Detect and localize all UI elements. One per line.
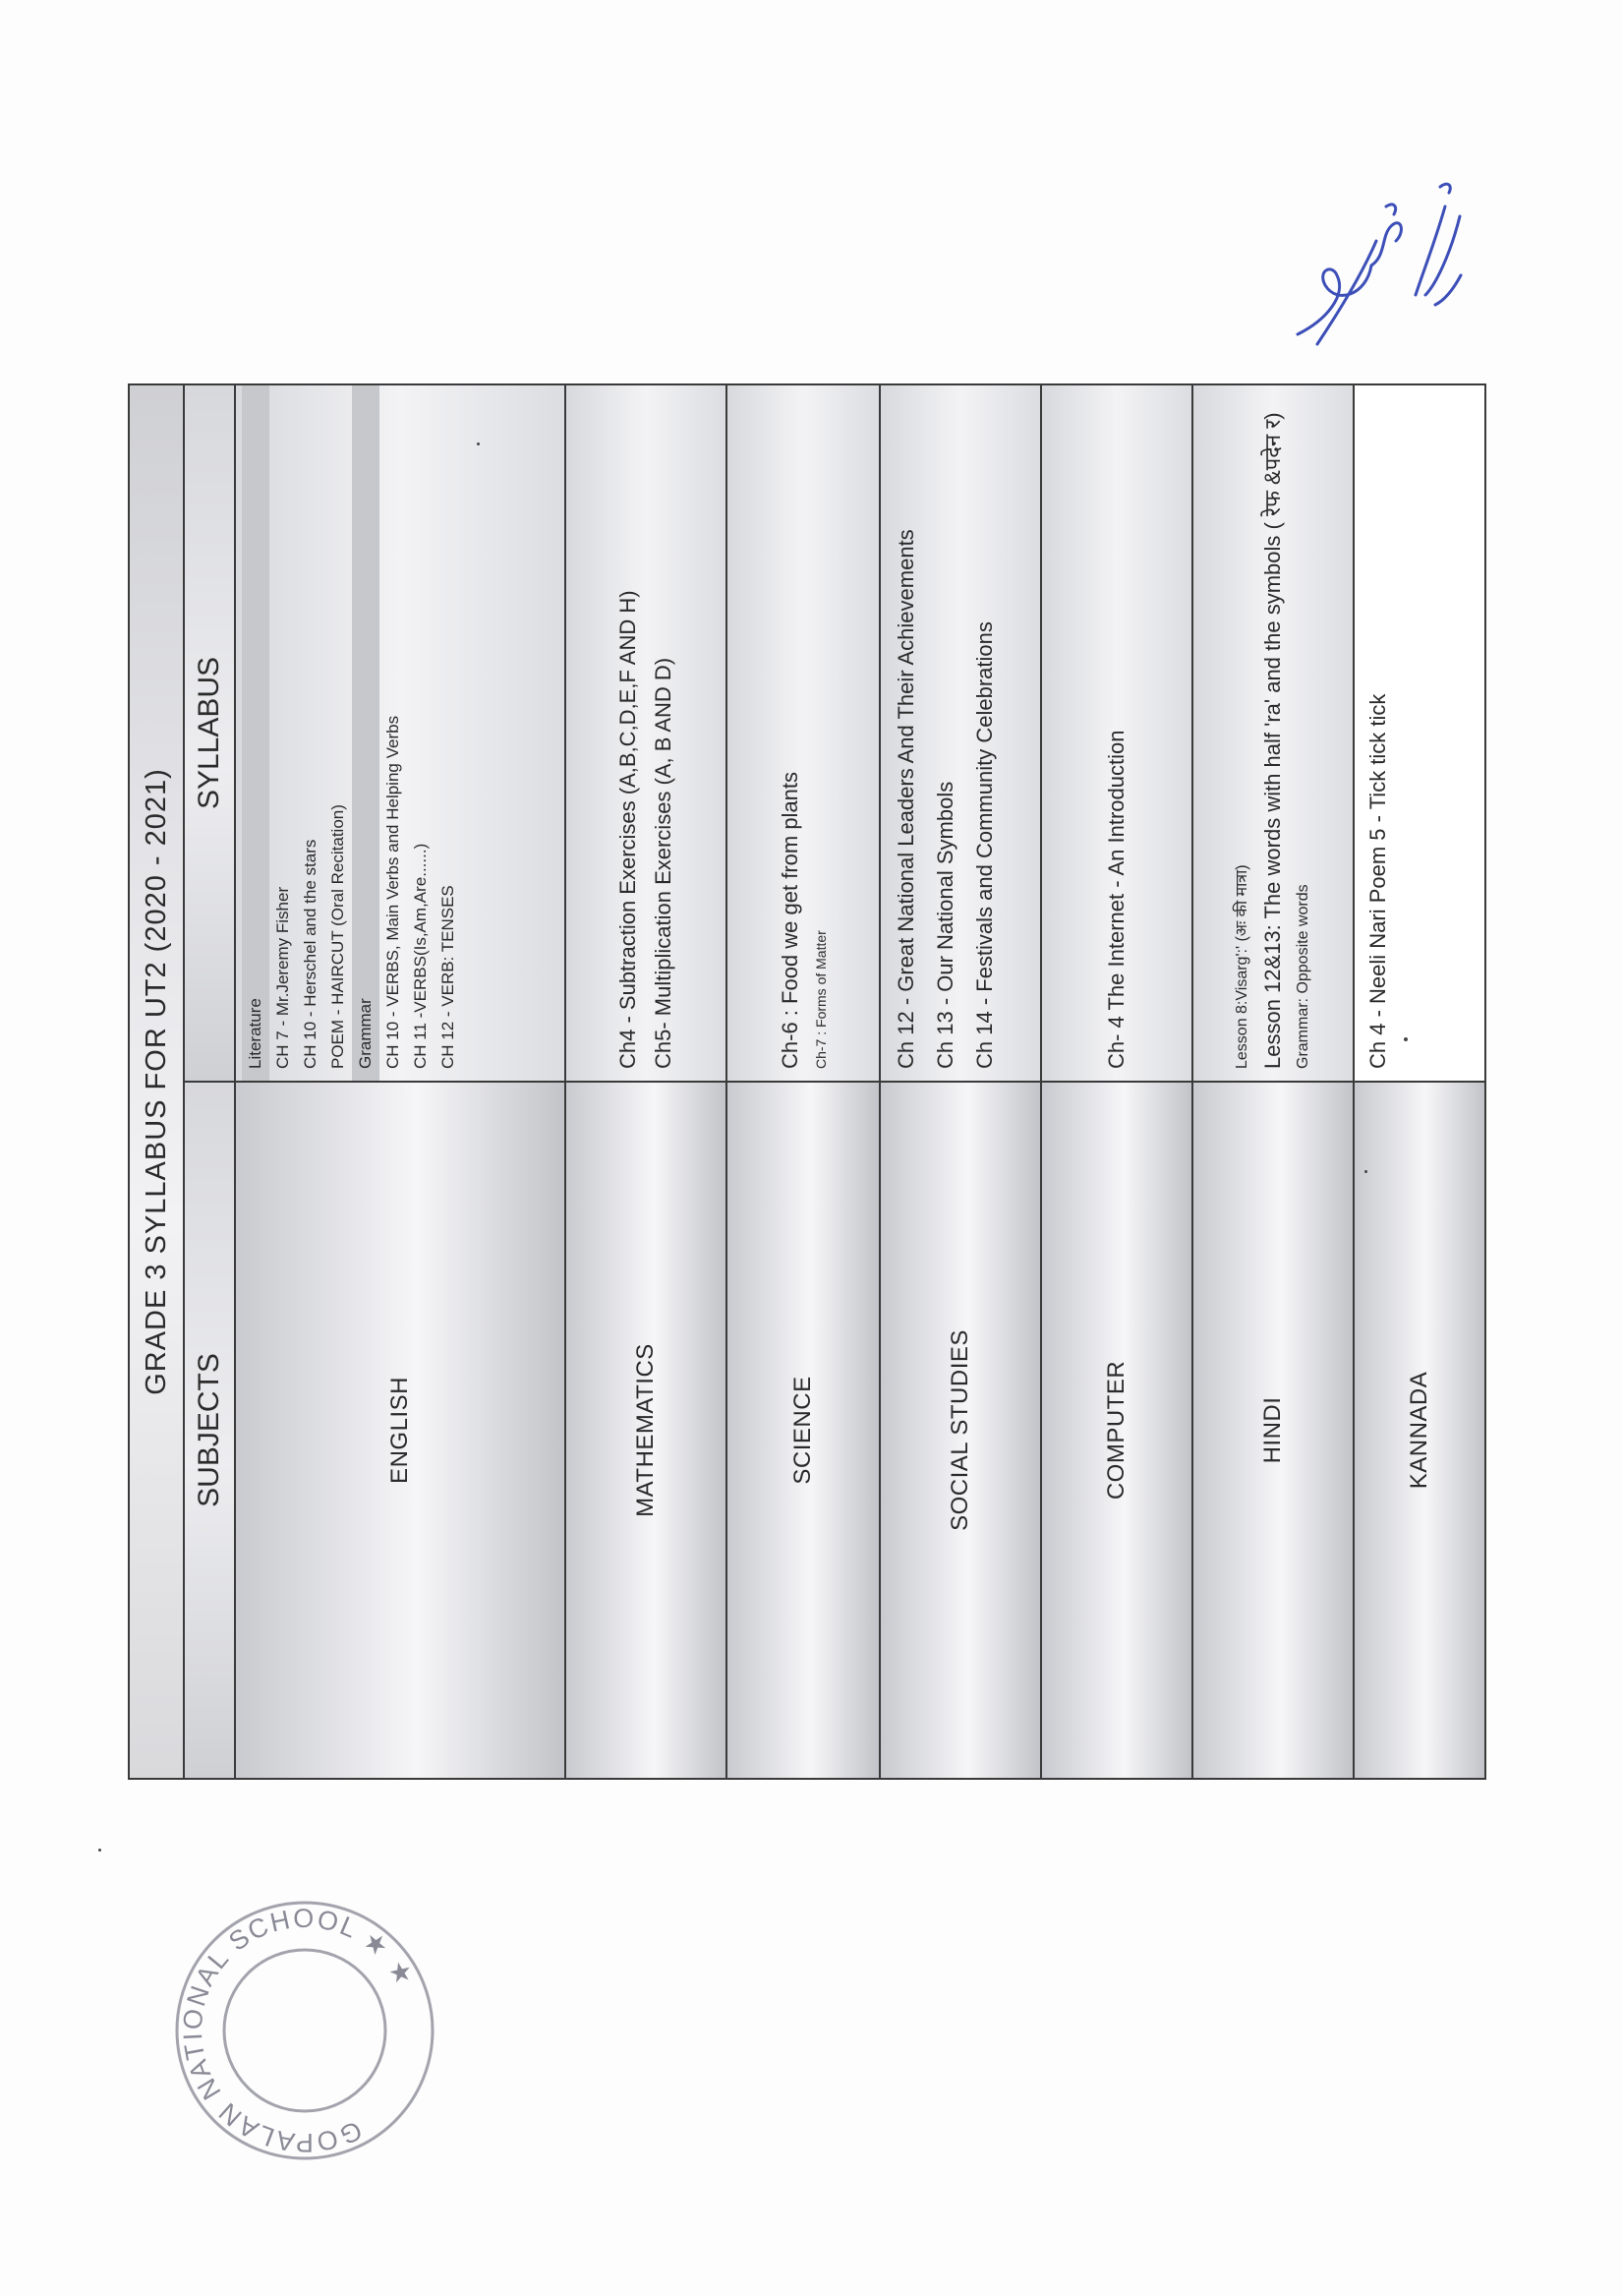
table-row-english	[235, 384, 565, 1779]
syllabus-line: Lesson 8:Visarg':' (अः की मात्रा)	[1234, 864, 1250, 1069]
syllabus-line: CH 12 - VERB: TENSES	[438, 885, 457, 1069]
syllabus-line: Ch 13 - Our National Symbols	[933, 781, 957, 1069]
syllabus-line: Ch-6 : Food we get from plants	[778, 771, 802, 1069]
syllabus-line: Ch 4 - Neeli Nari Poem 5 - Tick tick tick	[1365, 693, 1390, 1069]
header-row	[184, 384, 235, 1779]
scan-speck	[1404, 1037, 1408, 1041]
syllabus-line: Ch 14 - Festivals and Community Celebrations	[972, 621, 997, 1069]
syllabus-cell-mathematics	[565, 384, 726, 1082]
table-row-science	[726, 384, 880, 1779]
syllabus-line: CH 7 - Mr.Jeremy Fisher	[273, 886, 292, 1069]
scan-speck	[477, 442, 480, 445]
svg-text:GOPALAN NATIONAL SCHOOL ★ ★: GOPALAN NATIONAL SCHOOL ★ ★	[177, 1903, 421, 2158]
subjects-header: SUBJECTS	[184, 1082, 235, 1779]
table-row-computer	[1041, 384, 1192, 1779]
subject-cell-science: SCIENCE	[726, 1082, 880, 1779]
subject-cell-hindi: HINDI	[1192, 1082, 1354, 1779]
rotated-syllabus-table-wrapper	[128, 383, 1432, 1780]
syllabus-cell-social-studies	[880, 384, 1041, 1082]
table-row-social-studies	[880, 384, 1041, 1779]
subject-cell-mathematics: MATHEMATICS	[565, 1082, 726, 1779]
handwritten-signature	[1278, 147, 1475, 364]
syllabus-cell-english	[235, 384, 565, 1082]
scan-speck	[1364, 1170, 1367, 1173]
syllabus-line: Grammar: Opposite words	[1295, 884, 1311, 1069]
table-row-mathematics	[565, 384, 726, 1779]
syllabus-line: Ch 12 - Great National Leaders And Their Achievements	[894, 529, 918, 1069]
title-row	[129, 384, 184, 1779]
syllabus-header: SYLLABUS	[184, 384, 235, 1082]
syllabus-cell-kannada	[1354, 384, 1485, 1082]
subject-cell-english: ENGLISH	[235, 1082, 565, 1779]
syllabus-line: Ch-7 : Forms of Matter	[813, 930, 829, 1069]
syllabus-cell-computer	[1041, 384, 1192, 1082]
syllabus-line: CH 11 -VERBS(Is,Am,Are......)	[411, 843, 430, 1069]
section-label-literature: Literature	[242, 385, 269, 1081]
syllabus-line: Ch4 - Subtraction Exercises (A,B,C,D,E,F AND H)	[615, 590, 640, 1069]
syllabus-line: Ch- 4 The Internet - An Introduction	[1104, 730, 1129, 1069]
syllabus-line: CH 10 - VERBS, Main Verbs and Helping Verbs	[383, 715, 402, 1069]
scan-speck	[98, 1849, 101, 1852]
section-label-grammar: Grammar	[352, 385, 379, 1081]
syllabus-table	[128, 383, 1486, 1780]
table-row-hindi	[1192, 384, 1354, 1779]
syllabus-line: CH 10 - Herschel and the stars	[301, 839, 319, 1069]
table-row-kannada	[1354, 384, 1485, 1779]
syllabus-line: Lesson 12&13: The words with half 'ra' and the symbols ( रेफ &पदेन र)	[1260, 412, 1285, 1069]
syllabus-line: Ch5- Multiplication Exercises (A, B AND D)	[651, 657, 675, 1069]
syllabus-cell-science	[726, 384, 880, 1082]
school-stamp	[167, 1893, 442, 2168]
subject-cell-social-studies: SOCIAL STUDIES	[880, 1082, 1041, 1779]
syllabus-line: POEM - HAIRCUT (Oral Recitation)	[328, 804, 347, 1069]
syllabus-cell-hindi	[1192, 384, 1354, 1082]
document-title: GRADE 3 SYLLABUS FOR UT2 (2020 - 2021)	[129, 384, 184, 1779]
subject-cell-kannada: KANNADA	[1354, 1082, 1485, 1779]
subject-cell-computer: COMPUTER	[1041, 1082, 1192, 1779]
